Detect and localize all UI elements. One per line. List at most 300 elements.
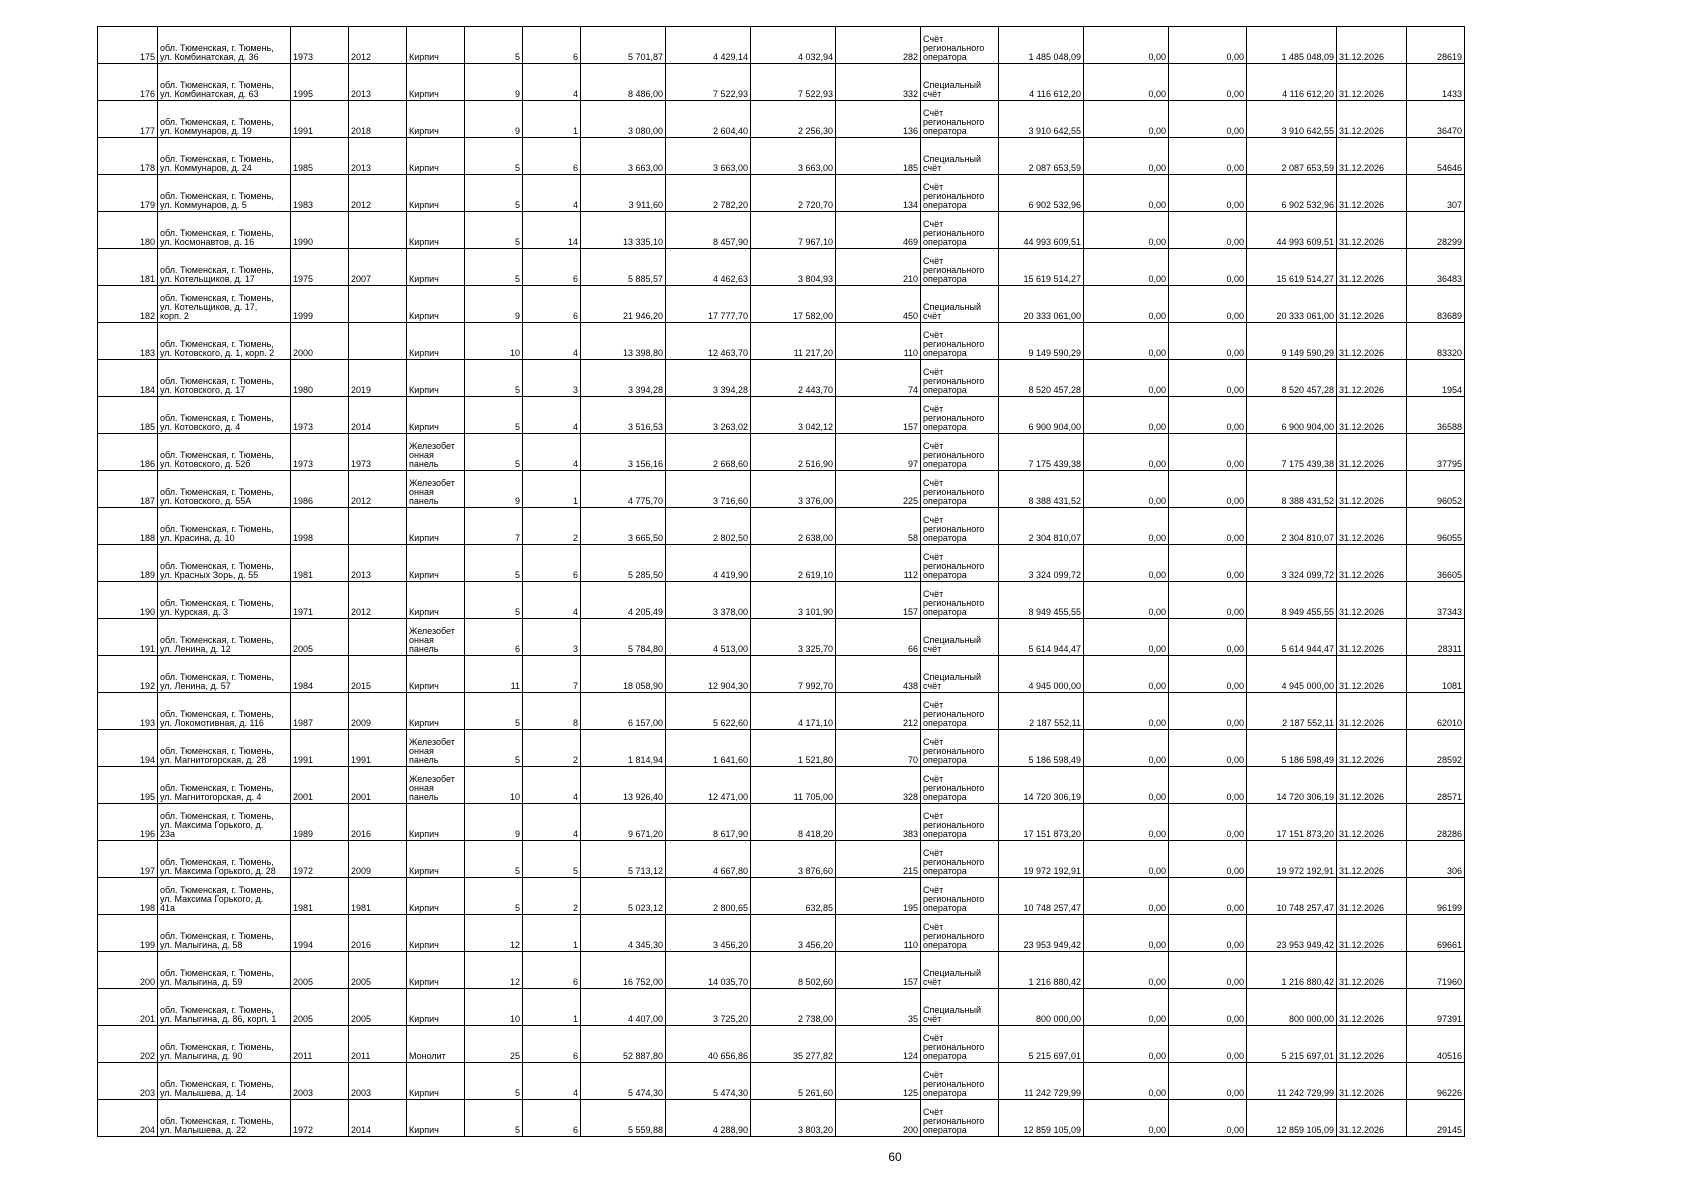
cell-year-renovated (349, 323, 407, 360)
cell-year-renovated: 2005 (349, 989, 407, 1026)
cell-cost-owners: 8 520 457,28 (1247, 360, 1337, 397)
cell-private-area: 8 502,60 (751, 952, 836, 989)
cell-total-area: 3 080,00 (581, 101, 666, 138)
cell-house-id: 71960 (1407, 952, 1465, 989)
cell-year-renovated: 2003 (349, 1063, 407, 1100)
cell-house-id: 96199 (1407, 878, 1465, 915)
cell-year-renovated: 2005 (349, 952, 407, 989)
cell-private-area: 7 967,10 (751, 212, 836, 249)
cell-cost-regional: 0,00 (1169, 286, 1247, 323)
cell-cost-regional: 0,00 (1169, 175, 1247, 212)
cell-deadline: 31.12.2026 (1337, 101, 1407, 138)
cell-entrances: 2 (523, 730, 581, 767)
cell-cost-regional: 0,00 (1169, 730, 1247, 767)
cell-cost-regional: 0,00 (1169, 397, 1247, 434)
cell-total-area: 3 663,00 (581, 138, 666, 175)
cell-row-number: 182 (98, 286, 158, 323)
cell-cost-owners: 14 720 306,19 (1247, 767, 1337, 804)
cell-entrances: 4 (523, 1063, 581, 1100)
cell-row-number: 175 (98, 27, 158, 64)
cell-year-renovated (349, 212, 407, 249)
cell-cost-federal: 0,00 (1084, 730, 1169, 767)
cell-floors: 5 (465, 27, 523, 64)
cell-cost-total: 800 000,00 (999, 989, 1084, 1026)
table-row (98, 730, 1465, 767)
cell-floors: 5 (465, 1100, 523, 1137)
cell-residential-area: 7 522,93 (666, 64, 751, 101)
cell-total-area: 3 394,28 (581, 360, 666, 397)
cell-cost-regional: 0,00 (1169, 471, 1247, 508)
cell-wall-material: Железобет онная панель (407, 767, 465, 804)
cell-floors: 5 (465, 175, 523, 212)
cell-residential-area: 12 471,00 (666, 767, 751, 804)
cell-residential-area: 2 604,40 (666, 101, 751, 138)
table-row (98, 212, 1465, 249)
cell-residential-area: 3 394,28 (666, 360, 751, 397)
cell-fund-method: Счёт регионального оператора (921, 27, 999, 64)
cell-cost-federal: 0,00 (1084, 212, 1169, 249)
cell-address: обл. Тюменская, г. Тюмень, ул. Комбинатская, д. 36 (158, 27, 291, 64)
cell-house-id: 28286 (1407, 804, 1465, 841)
cell-deadline: 31.12.2026 (1337, 434, 1407, 471)
cell-wall-material: Кирпич (407, 138, 465, 175)
table-row (98, 693, 1465, 730)
cell-cost-total: 8 388 431,52 (999, 471, 1084, 508)
cell-fund-method: Счёт регионального оператора (921, 730, 999, 767)
cell-floors: 9 (465, 471, 523, 508)
cell-year-built: 1983 (291, 175, 349, 212)
cell-year-renovated (349, 619, 407, 656)
cell-floors: 5 (465, 841, 523, 878)
cell-wall-material: Монолит (407, 1026, 465, 1063)
cell-address: обл. Тюменская, г. Тюмень, ул. Котовского, д. 1, корп. 2 (158, 323, 291, 360)
cell-year-renovated: 1981 (349, 878, 407, 915)
cell-residential-area: 12 904,30 (666, 656, 751, 693)
cell-cost-federal: 0,00 (1084, 656, 1169, 693)
cell-year-renovated: 2012 (349, 582, 407, 619)
cell-cost-regional: 0,00 (1169, 915, 1247, 952)
cell-residents: 97 (836, 434, 921, 471)
cell-deadline: 31.12.2026 (1337, 582, 1407, 619)
table-row (98, 27, 1465, 64)
cell-fund-method: Счёт регионального оператора (921, 1063, 999, 1100)
cell-cost-regional: 0,00 (1169, 693, 1247, 730)
cell-floors: 5 (465, 434, 523, 471)
cell-cost-total: 2 087 653,59 (999, 138, 1084, 175)
cell-residents: 200 (836, 1100, 921, 1137)
cell-deadline: 31.12.2026 (1337, 1100, 1407, 1137)
cell-entrances: 6 (523, 1026, 581, 1063)
cell-wall-material: Кирпич (407, 323, 465, 360)
cell-cost-owners: 3 910 642,55 (1247, 101, 1337, 138)
cell-address: обл. Тюменская, г. Тюмень, ул. Котовского, д. 17 (158, 360, 291, 397)
cell-cost-total: 12 859 105,09 (999, 1100, 1084, 1137)
cell-private-area: 8 418,20 (751, 804, 836, 841)
cell-cost-regional: 0,00 (1169, 1026, 1247, 1063)
cell-year-built: 2005 (291, 952, 349, 989)
cell-year-renovated: 2013 (349, 138, 407, 175)
cell-floors: 5 (465, 397, 523, 434)
cell-residential-area: 3 263,02 (666, 397, 751, 434)
cell-residential-area: 2 782,20 (666, 175, 751, 212)
table-row (98, 175, 1465, 212)
cell-entrances: 3 (523, 360, 581, 397)
cell-cost-federal: 0,00 (1084, 471, 1169, 508)
cell-year-built: 1991 (291, 730, 349, 767)
cell-residential-area: 8 457,90 (666, 212, 751, 249)
cell-year-renovated: 1973 (349, 434, 407, 471)
cell-row-number: 184 (98, 360, 158, 397)
cell-cost-owners: 2 187 552,11 (1247, 693, 1337, 730)
cell-address: обл. Тюменская, г. Тюмень, ул. Малыгина, д. 90 (158, 1026, 291, 1063)
cell-private-area: 7 522,93 (751, 64, 836, 101)
cell-cost-owners: 5 186 598,49 (1247, 730, 1337, 767)
cell-wall-material: Кирпич (407, 249, 465, 286)
cell-fund-method: Счёт регионального оператора (921, 397, 999, 434)
cell-wall-material: Железобет онная панель (407, 619, 465, 656)
cell-deadline: 31.12.2026 (1337, 915, 1407, 952)
cell-cost-federal: 0,00 (1084, 508, 1169, 545)
cell-floors: 11 (465, 656, 523, 693)
cell-house-id: 83689 (1407, 286, 1465, 323)
cell-cost-federal: 0,00 (1084, 1063, 1169, 1100)
cell-floors: 5 (465, 878, 523, 915)
table-row (98, 656, 1465, 693)
table-row (98, 767, 1465, 804)
cell-floors: 7 (465, 508, 523, 545)
cell-year-built: 1984 (291, 656, 349, 693)
cell-cost-regional: 0,00 (1169, 804, 1247, 841)
cell-cost-federal: 0,00 (1084, 545, 1169, 582)
cell-cost-owners: 6 902 532,96 (1247, 175, 1337, 212)
cell-residents: 58 (836, 508, 921, 545)
table-row (98, 619, 1465, 656)
cell-private-area: 2 638,00 (751, 508, 836, 545)
cell-year-renovated: 2015 (349, 656, 407, 693)
table-row (98, 64, 1465, 101)
cell-deadline: 31.12.2026 (1337, 693, 1407, 730)
cell-residents: 112 (836, 545, 921, 582)
cell-fund-method: Специальный счёт (921, 64, 999, 101)
cell-wall-material: Кирпич (407, 360, 465, 397)
cell-residents: 185 (836, 138, 921, 175)
cell-entrances: 2 (523, 508, 581, 545)
cell-year-built: 1973 (291, 434, 349, 471)
cell-row-number: 204 (98, 1100, 158, 1137)
cell-wall-material: Кирпич (407, 656, 465, 693)
cell-cost-federal: 0,00 (1084, 767, 1169, 804)
cell-fund-method: Счёт регионального оператора (921, 212, 999, 249)
cell-deadline: 31.12.2026 (1337, 656, 1407, 693)
cell-fund-method: Специальный счёт (921, 952, 999, 989)
cell-address: обл. Тюменская, г. Тюмень, ул. Котовского, д. 4 (158, 397, 291, 434)
cell-house-id: 1954 (1407, 360, 1465, 397)
cell-cost-owners: 2 304 810,07 (1247, 508, 1337, 545)
cell-address: обл. Тюменская, г. Тюмень, ул. Малыгина, д. 59 (158, 952, 291, 989)
cell-year-built: 1971 (291, 582, 349, 619)
cell-total-area: 3 156,16 (581, 434, 666, 471)
cell-deadline: 31.12.2026 (1337, 212, 1407, 249)
cell-cost-owners: 15 619 514,27 (1247, 249, 1337, 286)
cell-fund-method: Счёт регионального оператора (921, 1100, 999, 1137)
cell-floors: 9 (465, 804, 523, 841)
cell-row-number: 203 (98, 1063, 158, 1100)
cell-floors: 5 (465, 1063, 523, 1100)
cell-total-area: 5 713,12 (581, 841, 666, 878)
cell-entrances: 6 (523, 27, 581, 64)
cell-entrances: 4 (523, 434, 581, 471)
cell-residents: 225 (836, 471, 921, 508)
cell-address: обл. Тюменская, г. Тюмень, ул. Котельщиков, д. 17 (158, 249, 291, 286)
cell-fund-method: Счёт регионального оператора (921, 175, 999, 212)
cell-cost-owners: 800 000,00 (1247, 989, 1337, 1026)
cell-floors: 5 (465, 360, 523, 397)
cell-row-number: 196 (98, 804, 158, 841)
cell-year-renovated: 2007 (349, 249, 407, 286)
cell-floors: 5 (465, 545, 523, 582)
cell-cost-regional: 0,00 (1169, 64, 1247, 101)
cell-floors: 10 (465, 323, 523, 360)
cell-address: обл. Тюменская, г. Тюмень, ул. Комбинатская, д. 63 (158, 64, 291, 101)
cell-residential-area: 14 035,70 (666, 952, 751, 989)
cell-cost-owners: 9 149 590,29 (1247, 323, 1337, 360)
cell-private-area: 11 705,00 (751, 767, 836, 804)
cell-wall-material: Кирпич (407, 989, 465, 1026)
cell-private-area: 2 516,90 (751, 434, 836, 471)
cell-cost-total: 9 149 590,29 (999, 323, 1084, 360)
cell-address: обл. Тюменская, г. Тюмень, ул. Магнитогорская, д. 28 (158, 730, 291, 767)
cell-fund-method: Счёт регионального оператора (921, 841, 999, 878)
cell-wall-material: Кирпич (407, 952, 465, 989)
table-row (98, 286, 1465, 323)
cell-wall-material: Кирпич (407, 397, 465, 434)
cell-cost-federal: 0,00 (1084, 64, 1169, 101)
cell-wall-material: Кирпич (407, 64, 465, 101)
cell-row-number: 190 (98, 582, 158, 619)
cell-deadline: 31.12.2026 (1337, 841, 1407, 878)
cell-deadline: 31.12.2026 (1337, 1026, 1407, 1063)
cell-cost-total: 4 945 000,00 (999, 656, 1084, 693)
cell-cost-federal: 0,00 (1084, 619, 1169, 656)
cell-year-renovated: 2009 (349, 841, 407, 878)
cell-row-number: 198 (98, 878, 158, 915)
cell-cost-owners: 5 215 697,01 (1247, 1026, 1337, 1063)
cell-cost-owners: 8 949 455,55 (1247, 582, 1337, 619)
cell-cost-total: 20 333 061,00 (999, 286, 1084, 323)
cell-row-number: 187 (98, 471, 158, 508)
cell-fund-method: Счёт регионального оператора (921, 101, 999, 138)
cell-total-area: 4 205,49 (581, 582, 666, 619)
cell-residential-area: 17 777,70 (666, 286, 751, 323)
cell-cost-regional: 0,00 (1169, 878, 1247, 915)
cell-residential-area: 12 463,70 (666, 323, 751, 360)
cell-year-built: 2005 (291, 619, 349, 656)
cell-year-renovated: 2012 (349, 27, 407, 64)
cell-address: обл. Тюменская, г. Тюмень, ул. Котельщиков, д. 17, корп. 2 (158, 286, 291, 323)
cell-row-number: 177 (98, 101, 158, 138)
cell-fund-method: Специальный счёт (921, 989, 999, 1026)
cell-residents: 469 (836, 212, 921, 249)
cell-total-area: 5 885,57 (581, 249, 666, 286)
cell-house-id: 96052 (1407, 471, 1465, 508)
cell-cost-total: 6 900 904,00 (999, 397, 1084, 434)
cell-entrances: 3 (523, 619, 581, 656)
cell-entrances: 4 (523, 397, 581, 434)
cell-house-id: 28311 (1407, 619, 1465, 656)
cell-private-area: 3 804,93 (751, 249, 836, 286)
cell-cost-federal: 0,00 (1084, 804, 1169, 841)
cell-cost-owners: 20 333 061,00 (1247, 286, 1337, 323)
cell-total-area: 4 775,70 (581, 471, 666, 508)
cell-cost-regional: 0,00 (1169, 434, 1247, 471)
cell-cost-regional: 0,00 (1169, 1063, 1247, 1100)
cell-year-renovated: 2018 (349, 101, 407, 138)
cell-cost-regional: 0,00 (1169, 545, 1247, 582)
cell-cost-total: 19 972 192,91 (999, 841, 1084, 878)
cell-entrances: 5 (523, 841, 581, 878)
cell-row-number: 189 (98, 545, 158, 582)
cell-fund-method: Счёт регионального оператора (921, 471, 999, 508)
cell-year-built: 1994 (291, 915, 349, 952)
table-row (98, 1100, 1465, 1137)
cell-cost-owners: 3 324 099,72 (1247, 545, 1337, 582)
cell-cost-federal: 0,00 (1084, 841, 1169, 878)
cell-floors: 9 (465, 101, 523, 138)
cell-cost-owners: 19 972 192,91 (1247, 841, 1337, 878)
cell-year-renovated: 2014 (349, 1100, 407, 1137)
cell-row-number: 183 (98, 323, 158, 360)
cell-total-area: 5 474,30 (581, 1063, 666, 1100)
cell-entrances: 1 (523, 471, 581, 508)
cell-total-area: 52 887,80 (581, 1026, 666, 1063)
cell-house-id: 1433 (1407, 64, 1465, 101)
cell-fund-method: Счёт регионального оператора (921, 804, 999, 841)
cell-cost-regional: 0,00 (1169, 323, 1247, 360)
table-row (98, 841, 1465, 878)
cell-cost-total: 5 186 598,49 (999, 730, 1084, 767)
cell-private-area: 35 277,82 (751, 1026, 836, 1063)
cell-wall-material: Кирпич (407, 27, 465, 64)
cell-row-number: 180 (98, 212, 158, 249)
table-row (98, 434, 1465, 471)
cell-private-area: 3 663,00 (751, 138, 836, 175)
cell-house-id: 36588 (1407, 397, 1465, 434)
cell-private-area: 632,85 (751, 878, 836, 915)
cell-deadline: 31.12.2026 (1337, 397, 1407, 434)
cell-year-renovated: 2013 (349, 545, 407, 582)
cell-year-renovated: 2012 (349, 175, 407, 212)
cell-floors: 5 (465, 249, 523, 286)
cell-residents: 332 (836, 64, 921, 101)
cell-cost-regional: 0,00 (1169, 360, 1247, 397)
cell-cost-federal: 0,00 (1084, 286, 1169, 323)
cell-floors: 9 (465, 286, 523, 323)
cell-floors: 25 (465, 1026, 523, 1063)
cell-residents: 438 (836, 656, 921, 693)
cell-residents: 215 (836, 841, 921, 878)
cell-house-id: 28592 (1407, 730, 1465, 767)
cell-cost-federal: 0,00 (1084, 101, 1169, 138)
cell-cost-total: 15 619 514,27 (999, 249, 1084, 286)
cell-private-area: 4 171,10 (751, 693, 836, 730)
cell-fund-method: Счёт регионального оператора (921, 545, 999, 582)
cell-house-id: 28619 (1407, 27, 1465, 64)
cell-residential-area: 4 429,14 (666, 27, 751, 64)
cell-floors: 10 (465, 767, 523, 804)
cell-year-renovated: 2009 (349, 693, 407, 730)
cell-total-area: 3 665,50 (581, 508, 666, 545)
cell-cost-total: 23 953 949,42 (999, 915, 1084, 952)
page-number: 60 (888, 1150, 902, 1164)
cell-private-area: 2 738,00 (751, 989, 836, 1026)
cell-total-area: 18 058,90 (581, 656, 666, 693)
cell-deadline: 31.12.2026 (1337, 508, 1407, 545)
cell-floors: 12 (465, 952, 523, 989)
cell-cost-regional: 0,00 (1169, 952, 1247, 989)
cell-total-area: 6 157,00 (581, 693, 666, 730)
cell-cost-regional: 0,00 (1169, 989, 1247, 1026)
cell-cost-federal: 0,00 (1084, 582, 1169, 619)
cell-house-id: 40516 (1407, 1026, 1465, 1063)
cell-address: обл. Тюменская, г. Тюмень, ул. Максима Горького, д. 28 (158, 841, 291, 878)
cell-cost-federal: 0,00 (1084, 878, 1169, 915)
cell-residents: 157 (836, 582, 921, 619)
cell-floors: 6 (465, 619, 523, 656)
cell-address: обл. Тюменская, г. Тюмень, ул. Малышева, д. 22 (158, 1100, 291, 1137)
cell-private-area: 3 376,00 (751, 471, 836, 508)
cell-wall-material: Кирпич (407, 1063, 465, 1100)
cell-cost-total: 14 720 306,19 (999, 767, 1084, 804)
cell-private-area: 4 032,94 (751, 27, 836, 64)
cell-entrances: 1 (523, 989, 581, 1026)
cell-residential-area: 1 641,60 (666, 730, 751, 767)
cell-entrances: 7 (523, 656, 581, 693)
cell-total-area: 8 486,00 (581, 64, 666, 101)
cell-residents: 157 (836, 952, 921, 989)
cell-private-area: 2 720,70 (751, 175, 836, 212)
cell-house-id: 97391 (1407, 989, 1465, 1026)
cell-year-renovated (349, 508, 407, 545)
cell-cost-regional: 0,00 (1169, 582, 1247, 619)
cell-fund-method: Счёт регионального оператора (921, 360, 999, 397)
cell-row-number: 188 (98, 508, 158, 545)
cell-floors: 10 (465, 989, 523, 1026)
cell-floors: 5 (465, 582, 523, 619)
cell-cost-federal: 0,00 (1084, 323, 1169, 360)
cell-row-number: 193 (98, 693, 158, 730)
cell-wall-material: Железобет онная панель (407, 730, 465, 767)
cell-cost-owners: 44 993 609,51 (1247, 212, 1337, 249)
cell-cost-federal: 0,00 (1084, 249, 1169, 286)
cell-deadline: 31.12.2026 (1337, 27, 1407, 64)
cell-cost-regional: 0,00 (1169, 656, 1247, 693)
cell-house-id: 37343 (1407, 582, 1465, 619)
cell-residential-area: 40 656,86 (666, 1026, 751, 1063)
cell-fund-method: Счёт регионального оператора (921, 693, 999, 730)
cell-private-area: 3 101,90 (751, 582, 836, 619)
cell-wall-material: Кирпич (407, 175, 465, 212)
cell-entrances: 4 (523, 804, 581, 841)
cell-residential-area: 4 513,00 (666, 619, 751, 656)
cell-private-area: 1 521,80 (751, 730, 836, 767)
cell-total-area: 9 671,20 (581, 804, 666, 841)
cell-house-id: 306 (1407, 841, 1465, 878)
cell-row-number: 194 (98, 730, 158, 767)
cell-address: обл. Тюменская, г. Тюмень, ул. Малыгина, д. 58 (158, 915, 291, 952)
cell-house-id: 36470 (1407, 101, 1465, 138)
cell-cost-federal: 0,00 (1084, 397, 1169, 434)
cell-residential-area: 3 378,00 (666, 582, 751, 619)
